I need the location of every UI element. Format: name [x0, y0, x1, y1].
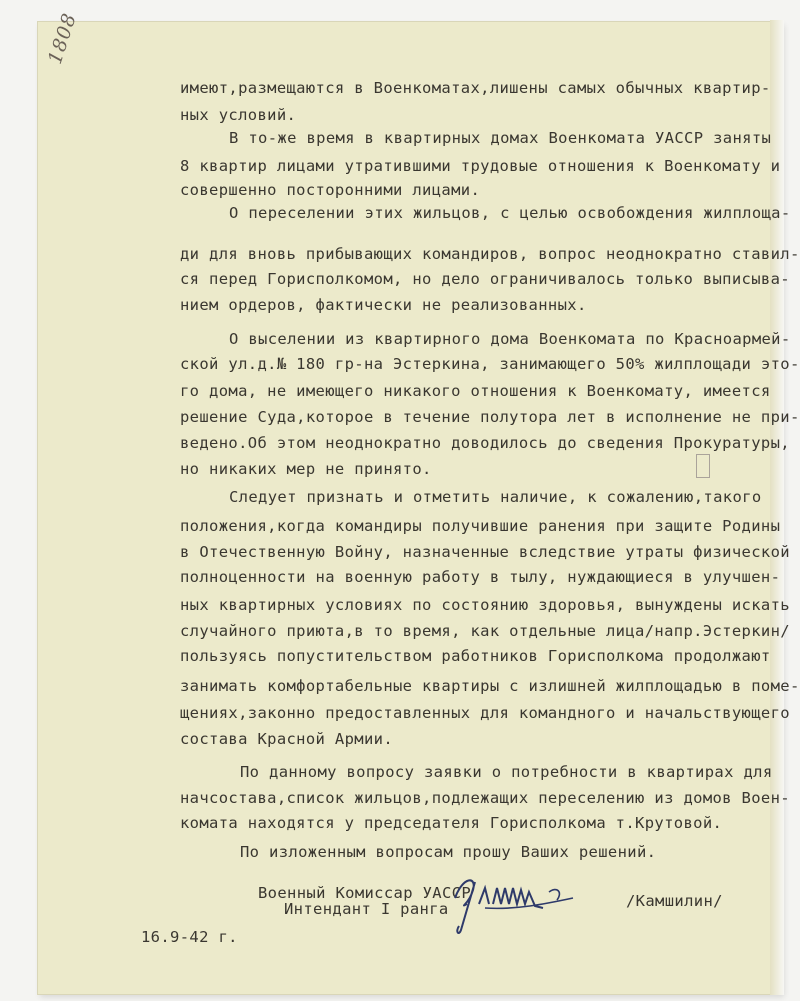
body-line: пользуясь попустительством работников Горисполкома продолжают: [180, 647, 771, 665]
body-line: состава Красной Армии.: [180, 730, 393, 748]
body-line: начсостава,список жильцов,подлежащих переселению из домов Воен-: [180, 789, 790, 807]
body-line: полноценности на военную работу в тылу, нуждающиеся в улучшен-: [180, 568, 781, 586]
body-line: в Отечественную Войну, назначенные вследствие утраты физической: [180, 543, 790, 561]
document-date: 16.9-42 г.: [141, 928, 238, 946]
body-line: нием ордеров, фактически не реализованных.: [180, 296, 587, 314]
body-line: го дома, не имеющего никакого отношения к Военкомату, имеется: [180, 382, 771, 400]
signatory-title: Военный Комиссар УАССР: [258, 884, 471, 902]
body-line: 8 квартир лицами утратившими трудовые отношения к Военкомату и: [180, 157, 781, 175]
body-line: решение Суда,которое в течение полутора лет в исполнение не при-: [180, 408, 800, 426]
body-line: ся перед Горисполкомом, но дело ограничивалось только выписыва-: [180, 270, 790, 288]
body-line: щениях,законно предоставленных для командного и начальствующего: [180, 704, 790, 722]
body-line: комата находятся у председателя Горисполкома т.Крутовой.: [180, 814, 723, 832]
signatory-name: /Камшилин/: [626, 892, 723, 910]
pencil-mark: [696, 454, 710, 478]
body-line: Следует признать и отметить наличие, к сожалению,такого: [229, 488, 762, 506]
body-line: но никаких мер не принято.: [180, 460, 432, 478]
body-line: занимать комфортабельные квартиры с излишней жилплощадью в поме-: [180, 677, 800, 695]
body-line: ведено.Об этом неоднократно доводилось до сведения Прокуратуры,: [180, 434, 790, 452]
body-line: имеют,размещаются в Военкоматах,лишены самых обычных квартир-: [180, 79, 771, 97]
body-line: совершенно посторонними лицами.: [180, 181, 481, 199]
body-line: По изложенным вопросам прошу Ваших решений.: [240, 843, 657, 861]
body-line: положения,когда командиры получившие ранения при защите Родины: [180, 517, 781, 535]
archive-number: 1808: [44, 10, 82, 67]
body-line: По данному вопросу заявки о потребности в квартирах для: [240, 763, 773, 781]
body-line: В то-же время в квартирных домах Военкомата УАССР заняты: [229, 129, 772, 147]
body-line: ных квартирных условиях по состоянию здоровья, вынуждены искать: [180, 596, 790, 614]
signatory-rank: Интендант I ранга: [284, 900, 449, 918]
body-line: случайного приюта,в то время, как отдельные лица/напр.Эстеркин/: [180, 622, 790, 640]
handwritten-signature: [445, 868, 585, 938]
body-line: ди для вновь прибывающих командиров, вопрос неоднократно ставил-: [180, 245, 800, 263]
body-line: ных условий.: [180, 106, 297, 124]
body-line: ской ул.д.№ 180 гр-на Эстеркина, занимающего 50% жилплощади это-: [180, 355, 800, 373]
body-line: О выселении из квартирного дома Военкомата по Красноармей-: [229, 330, 791, 348]
body-line: О переселении этих жильцов, с целью освобождения жилплоща-: [229, 204, 791, 222]
